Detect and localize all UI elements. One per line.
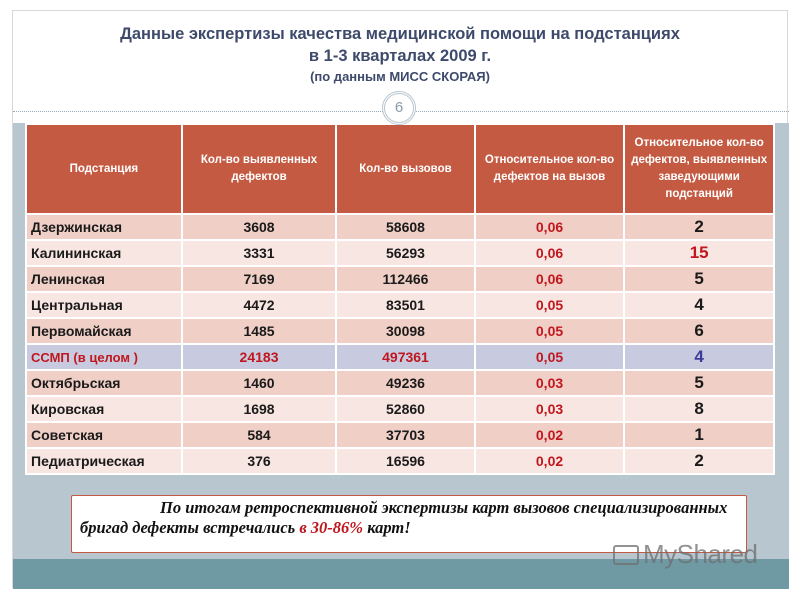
header-defects: Кол-во выявленных дефектов <box>183 125 336 213</box>
cell-calls: 37703 <box>337 423 473 447</box>
cell-calls: 49236 <box>337 371 473 395</box>
header-defects-by-heads: Относительное кол-во дефектов, выявленных заведующими подстанций <box>625 125 773 213</box>
cell-relative: 0,05 <box>476 319 624 343</box>
table-row <box>27 319 773 343</box>
slide-title: Данные экспертизы качества медицинской помощи на подстанциях <box>120 25 680 43</box>
cell-substation: Советская <box>27 423 181 447</box>
table-row-total <box>27 345 773 369</box>
cell-by-heads: 1 <box>625 423 773 447</box>
cell-by-heads: 6 <box>625 319 773 343</box>
cell-defects: 3608 <box>183 215 336 239</box>
table-row <box>27 449 773 473</box>
table-row <box>27 397 773 421</box>
expertise-table <box>25 123 775 475</box>
note-text: По итогам ретроспективной экспертизы карт вызовов специализированных бригад дефекты встречались <box>80 498 728 537</box>
cell-substation: Первомайская <box>27 319 181 343</box>
cell-calls: 83501 <box>337 293 473 317</box>
page-number: 6 <box>382 91 416 125</box>
cell-relative: 0,02 <box>476 423 624 447</box>
cell-defects: 7169 <box>183 267 336 291</box>
cell-by-heads: 15 <box>625 241 773 265</box>
table-row <box>27 293 773 317</box>
cell-relative: 0,06 <box>476 215 624 239</box>
cell-defects: 1485 <box>183 319 336 343</box>
table-row <box>27 371 773 395</box>
cell-relative: 0,03 <box>476 371 624 395</box>
cell-calls: 56293 <box>337 241 473 265</box>
cell-by-heads: 5 <box>625 267 773 291</box>
cell-substation-total: ССМП (в целом ) <box>27 345 181 369</box>
cell-by-heads: 4 <box>625 293 773 317</box>
cell-relative: 0,02 <box>476 449 624 473</box>
table-row <box>27 423 773 447</box>
cell-relative: 0,05 <box>476 293 624 317</box>
cell-calls: 112466 <box>337 267 473 291</box>
cell-by-heads: 2 <box>625 449 773 473</box>
cell-calls: 16596 <box>337 449 473 473</box>
header-substation: Подстанция <box>27 125 181 213</box>
table-row <box>27 267 773 291</box>
cell-defects: 1698 <box>183 397 336 421</box>
cell-defects: 4472 <box>183 293 336 317</box>
cell-defects: 3331 <box>183 241 336 265</box>
watermark <box>613 539 758 570</box>
cell-substation: Калининская <box>27 241 181 265</box>
cell-defects: 376 <box>183 449 336 473</box>
presentation-icon <box>613 545 639 565</box>
cell-substation: Ленинская <box>27 267 181 291</box>
cell-calls: 58608 <box>337 215 473 239</box>
cell-relative: 0,06 <box>476 241 624 265</box>
cell-defects-total: 24183 <box>183 345 336 369</box>
cell-substation: Центральная <box>27 293 181 317</box>
cell-calls: 30098 <box>337 319 473 343</box>
cell-relative-total: 0,05 <box>476 345 624 369</box>
cell-calls-total: 497361 <box>337 345 473 369</box>
watermark-text: MyShared <box>643 539 758 569</box>
note-highlight: в 30-86% <box>299 518 364 537</box>
table-row <box>27 241 773 265</box>
cell-substation: Педиатрическая <box>27 449 181 473</box>
cell-by-heads-total: 4 <box>625 345 773 369</box>
header-calls: Кол-во вызовов <box>337 125 473 213</box>
cell-relative: 0,06 <box>476 267 624 291</box>
header-relative-defects: Относительное кол-во дефектов на вызов <box>476 125 624 213</box>
cell-substation: Октябрьская <box>27 371 181 395</box>
slide-title-source: (по данным МИСС СКОРАЯ) <box>310 69 490 84</box>
cell-by-heads: 2 <box>625 215 773 239</box>
cell-calls: 52860 <box>337 397 473 421</box>
cell-relative: 0,03 <box>476 397 624 421</box>
slide-title-period: в 1-3 кварталах 2009 г. <box>308 47 492 65</box>
table-row <box>27 215 773 239</box>
table-header-row <box>27 125 773 213</box>
note-text-end: карт! <box>363 518 411 537</box>
cell-defects: 1460 <box>183 371 336 395</box>
cell-defects: 584 <box>183 423 336 447</box>
cell-substation: Кировская <box>27 397 181 421</box>
cell-substation: Дзержинская <box>27 215 181 239</box>
cell-by-heads: 8 <box>625 397 773 421</box>
slide <box>12 10 788 588</box>
cell-by-heads: 5 <box>625 371 773 395</box>
